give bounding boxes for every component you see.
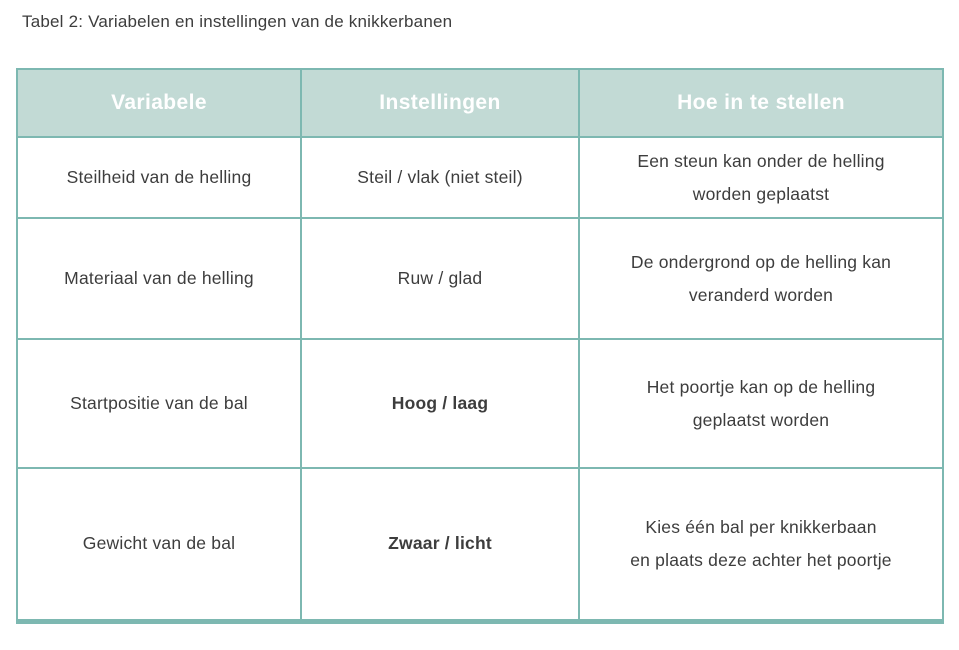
cell-how: [579, 468, 943, 621]
cell-variable: Startpositie van de bal: [17, 339, 301, 468]
cell-how: [579, 218, 943, 339]
cell-variable: Materiaal van de helling: [17, 218, 301, 339]
how-line-2: veranderd worden: [688, 284, 834, 305]
cell-how: [579, 137, 943, 218]
cell-setting: Ruw / glad: [301, 218, 579, 339]
table-row: [17, 339, 943, 468]
cell-variable: Gewicht van de bal: [17, 468, 301, 621]
how-line-2: geplaatst worden: [692, 409, 830, 430]
column-header-instellingen: Instellingen: [301, 69, 579, 137]
how-line-2: en plaats deze achter het poortje: [630, 549, 892, 570]
cell-setting: Hoog / laag: [301, 339, 579, 468]
header-row: [17, 69, 943, 137]
how-line-1: Een steun kan onder de helling: [637, 151, 885, 172]
table-row: [17, 218, 943, 339]
how-line-2: worden geplaatst: [692, 183, 830, 204]
table-caption: Tabel 2: Variabelen en instellingen van de knikkerbanen: [22, 12, 453, 31]
column-header-hoe-in-te-stellen: Hoe in te stellen: [579, 69, 943, 137]
how-line-1: Het poortje kan op de helling: [646, 377, 876, 398]
cell-setting: Zwaar / licht: [301, 468, 579, 621]
variables-settings-table: [16, 68, 944, 624]
cell-how: [579, 339, 943, 468]
cell-setting: Steil / vlak (niet steil): [301, 137, 579, 218]
how-line-1: De ondergrond op de helling kan: [630, 252, 892, 273]
how-line-1: Kies één bal per knikkerbaan: [645, 517, 877, 538]
cell-variable: Steilheid van de helling: [17, 137, 301, 218]
column-header-variabele: Variabele: [17, 69, 301, 137]
table-row: [17, 468, 943, 621]
table-row: [17, 137, 943, 218]
